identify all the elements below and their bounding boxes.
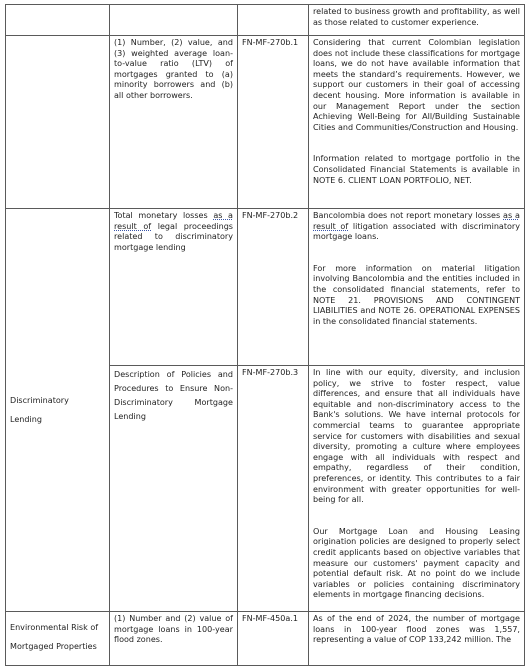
metric-cell	[110, 5, 238, 36]
metric-cell: (1) Number, (2) value, and (3) weighted average loan-to-value ratio (LTV) of mortgages granted to (a) minority borrowers and (b) all other borrowers.	[110, 36, 238, 209]
code-cell: FN-MF-270b.3	[238, 366, 309, 612]
code-cell: FN-MF-450a.1	[238, 612, 309, 666]
metric-text: Total monetary losses	[114, 211, 214, 220]
code-cell: FN-MF-270b.2	[238, 209, 309, 366]
metric-text: legal proceedings related to discriminatory mortgage lending	[114, 221, 233, 252]
table-row	[6, 612, 525, 666]
response-cell	[309, 5, 525, 36]
topic-cell	[6, 36, 110, 209]
response-cell	[309, 612, 525, 666]
metric-cell: (1) Number and (2) value of mortgage loans in 100-year flood zones.	[110, 612, 238, 666]
response-paragraph: related to business growth and profitability, as well as those related to customer experience.	[313, 7, 520, 27]
table-row	[6, 209, 525, 366]
metric-cell: Description of Policies and Procedures to Ensure Non-Discriminatory Mortgage Lending	[110, 366, 238, 612]
table-row	[6, 5, 525, 36]
code-cell	[238, 5, 309, 36]
response-paragraph: Our Mortgage Loan and Housing Leasing origination policies are designed to properly select credit applicants based on objective variables that measure our customers' payment capacity and potential default risk. At no point do we include variables or policies containing discriminatory elements in mortgage financing decisions.	[313, 526, 520, 600]
response-paragraph: For more information on material litigation involving Bancolombia and the entities included in the consolidated financial statements, refer to NOTE 21. PROVISIONS AND CONTINGENT LIABILITIES and NOTE 26. OPERATIONAL EXPENSES in the consolidated financial statements.	[313, 263, 520, 326]
response-paragraph: Information related to mortgage portfolio in the Consolidated Financial Statements is available in NOTE 6. CLIENT LOAN PORTFOLIO, NET.	[313, 154, 520, 185]
sasb-disclosure-table	[5, 4, 525, 666]
response-cell	[309, 209, 525, 366]
response-paragraph: In line with our equity, diversity, and inclusion policy, we strive to foster respect, value differences, and ensure that all individuals have equitable and non-discriminatory access to the Bank's solutions. We have internal protocols for commercial teams to guarantee appropriate service for customers with disabilities and sexual diversity, promoting a culture where employees engage with all individuals with respect and empathy, regardless of their condition, preferences, or identity. This contributes to a fair environment with greater opportunities for well-being for all.	[313, 368, 520, 505]
response-underlined-text: as a result of	[313, 211, 520, 231]
response-text: Bancolombia does not report monetary losses	[313, 211, 504, 220]
table-row	[6, 36, 525, 209]
code-cell: FN-MF-270b.1	[238, 36, 309, 209]
response-text: litigation associated with discriminatory mortgage loans.	[313, 221, 520, 242]
response-paragraph	[313, 211, 520, 243]
response-paragraph: Considering that current Colombian legislation does not include these classifications for mortgage loans, we do not have available information that meets the standard’s requirements. However, we support our customers in their goal of accessing decent housing. More information is available in our Management Report under the section Achieving Well-Being for All/Building Sustainable Cities and Communities/Construction and Housing.	[313, 38, 520, 132]
topic-label: Discriminatory Lending	[10, 396, 69, 424]
response-cell	[309, 366, 525, 612]
response-cell	[309, 36, 525, 209]
topic-cell-environmental-risk: Environmental Risk of Mortgaged Properties	[6, 612, 110, 666]
metric-cell	[110, 209, 238, 366]
metric-underlined-text: as a result of	[114, 211, 233, 231]
topic-cell-discriminatory-lending	[6, 209, 110, 612]
topic-cell	[6, 5, 110, 36]
response-paragraph: As of the end of 2024, the number of mortgage loans in 100-year flood zones was 1,557, representing a value of COP 133,242 million. The	[313, 614, 520, 645]
